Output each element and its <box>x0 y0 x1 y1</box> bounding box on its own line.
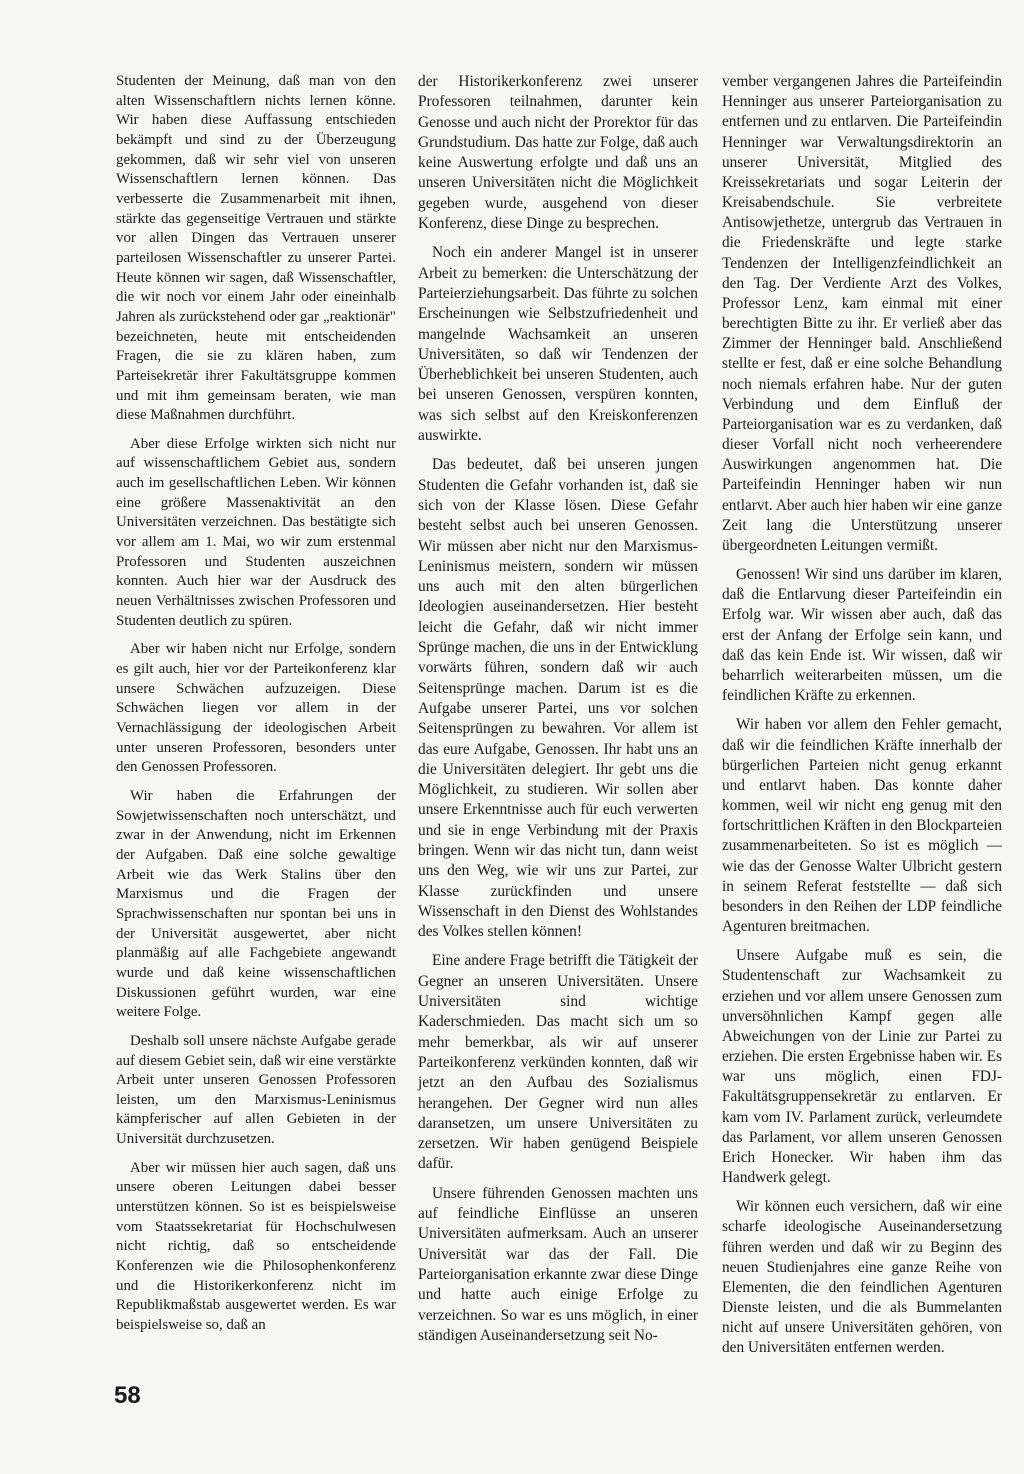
paragraph: Wir können euch versichern, daß wir eine scharfe ideologische Auseinandersetzung führen werden und daß wir zu Beginn des neuen Studienjahres eine ganze Reihe von Elementen, die den feindlichen Agenturen Dienste leisten, und die als Bummelanten nicht auf unsere Universitäten gehören, von den Universitäten entfernen werden. <box>722 1198 1002 1357</box>
paragraph: Wir haben die Erfahrungen der Sowjetwissenschaften noch unterschätzt, und zwar in der Anwendung, nicht im Erkennen der Aufgaben. Daß eine solche gewaltige Arbeit wie das Werk Stalins über den Marxismus und die Fragen der Sprachwissenschaften nur spontan bei uns in der Universität ausgewertet, aber nicht planmäßig auf alle Fachgebiete angewandt wurde und daß keine wissenschaftlichen Diskussionen geführt wurden, war eine weitere Folge. <box>116 787 396 1021</box>
paragraph: Deshalb soll unsere nächste Aufgabe gerade auf diesem Gebiet sein, daß wir eine verstärkte Arbeit unter unseren Genossen Professoren leisten, um den Marxismus-Leninismus kämpferischer auf allen Gebieten in der Universität durchzusetzen. <box>116 1032 396 1148</box>
text-column-3 <box>722 72 1002 1368</box>
paragraph: Aber wir haben nicht nur Erfolge, sondern es gilt auch, hier vor der Parteikonferenz klar unsere Schwächen aufzuzeigen. Diese Schwächen liegen vor allem in der Vernachlässigung der ideologischen Arbeit unter unseren Professoren, besonders unter den Genossen Professoren. <box>116 641 396 776</box>
paragraph: Eine andere Frage betrifft die Tätigkeit der Gegner an unseren Universitäten. Unsere Universitäten sind wichtige Kaderschmieden. Das macht sich um so mehr bemerkbar, als wir auf unserer Parteikonferenz verkünden konnten, daß wir jetzt an den Aufbau des Sozialismus herangehen. Der Gegner wird nun alles daransetzen, um unsere Universitäten zu zersetzen. Wir haben genügend Beispiele dafür. <box>418 952 698 1173</box>
paragraph: Genossen! Wir sind uns darüber im klaren, daß die Entlarvung dieser Parteifeindin ein Erfolg war. Wir wissen aber auch, daß das erst der Anfang der Erfolge sein kann, und daß das kein Ende ist. Wir wissen, daß wir beharrlich weiterarbeiten müssen, um die feindlichen Kräfte zu erkennen. <box>722 566 1002 705</box>
paragraph: Noch ein anderer Mangel ist in unserer Arbeit zu bemerken: die Unterschätzung der Parteierziehungsarbeit. Das führte zu solchen Erscheinungen wie Selbstzufriedenheit und mangelnde Wachsamkeit an unseren Universitäten, so daß wir Tendenzen der Überheblichkeit bei unseren Studenten, auch bei unseren Genossen, verspüren konnten, was sich selbst auf den Kreiskonferenzen auswirkte. <box>418 244 698 445</box>
text-column-2 <box>418 72 698 1355</box>
text-column-1 <box>116 72 396 1345</box>
paragraph: Wir haben vor allem den Fehler gemacht, daß wir die feindlichen Kräfte innerhalb der bürgerlichen Parteien nicht genug erkannt und entlarvt haben. Das konnte daher kommen, weil wir nicht eng genug mit den fortschrittlichen Kräften in den Blockparteien zusammenarbeiteten. So ist es möglich — wie das der Genosse Walter Ulbricht gestern in seinem Referat feststellte — daß sich besonders in den Reihen der LDP feindliche Agenturen breitmachen. <box>722 716 1002 936</box>
paragraph: der Historikerkonferenz zwei unserer Professoren teilnahmen, darunter kein Genosse und auch nicht der Prorektor für das Grundstudium. Das hatte zur Folge, daß auch keine Auswertung erfolgte und daß uns an unseren Universitäten nicht die Möglichkeit gegeben wurde, ausgehend von dieser Konferenz, diese Dinge zu besprechen. <box>418 73 698 233</box>
paragraph: Unsere Aufgabe muß es sein, die Studentenschaft zur Wachsamkeit zu erziehen und vor allem unsere Genossen zum unversöhnlichen Kampf gegen alle Abweichungen von der Linie zur Partei zu erziehen. Die ersten Ergebnisse haben wir. Es war uns möglich, einen FDJ-Fakultätsgruppensekretär zu entlarven. Er kam vom IV. Parlament zurück, verleumdete das Parlament, vor allem unseren Genossen Erich Honecker. Wir haben ihm das Handwerk gelegt. <box>722 947 1002 1187</box>
paragraph: Das bedeutet, daß bei unseren jungen Studenten die Gefahr vorhanden ist, daß sie sich von der Klasse lösen. Diese Gefahr besteht selbst auch bei unseren Genossen. Wir müssen aber nicht nur den Marxismus-Leninismus meistern, sondern wir müssen uns auch mit den alten bürgerlichen Ideologien auseinandersetzen. Hier besteht leicht die Gefahr, daß wir nicht immer Sprünge machen, die uns in der Entwicklung vorwärts führen, sondern daß wir auch Seitensprünge machen. Darum ist es die Aufgabe unserer Partei, uns vor solchen Seitensprüngen zu bewahren. Vor allem ist das eure Aufgabe, Genossen. Ihr habt uns an die Universitäten delegiert. Ihr gebt uns die Möglichkeit, zu studieren. Wir sollen aber unsere Erkenntnisse auch für euch verwerten und sie in enge Verbindung mit der Praxis bringen. Wenn wir das nicht tun, dann weist uns den Weg, wie wir uns zur Partei, zur Klasse zurückfinden und unsere Wissenschaft in den Dienst des Wohlstandes des Volkes stellen können! <box>418 456 698 941</box>
paragraph: Aber wir müssen hier auch sagen, daß uns unsere oberen Leitungen dabei besser unterstützen können. So ist es beispielsweise vom Staatssekretariat für Hochschulwesen nicht richtig, daß so entscheidende Konferenzen wie die Philosophenkonferenz und die Historikerkonferenz nicht im Republikmaßstab ausgewertet werden. Es war beispielsweise so, daß an <box>116 1159 396 1334</box>
page-number: 58 <box>114 1382 141 1409</box>
paragraph: Aber diese Erfolge wirkten sich nicht nur auf wissenschaftlichem Gebiet aus, sondern auch im gesellschaftlichen Leben. Wir können eine größere Massenaktivität an den Universitäten verzeichnen. Das bestätigte sich vor allem am 1. Mai, wo wir zum erstenmal Professoren und Studenten auszeichnen konnten. Auch hier war der Ausdruck des neuen Verhältnisses zwischen Professoren und Studenten deutlich zu spüren. <box>116 435 396 629</box>
paragraph: Unsere führenden Genossen machten uns auf feindliche Einflüsse an unseren Universitäten aufmerksam. Auch an unserer Universität war das der Fall. Die Parteiorganisation erkannte zwar diese Dinge und hatte auch einige Erfolge zu verzeichnen. So war es uns möglich, in einer ständigen Auseinandersetzung seit No- <box>418 1184 698 1344</box>
paragraph: Studenten der Meinung, daß man von den alten Wissenschaftlern nichts lernen könne. Wir haben diese Auffassung entschieden bekämpft und sind zu der Überzeugung gekommen, daß wir sehr viel von unseren Wissenschaftlern lernen können. Das verbesserte die Zusammenarbeit mit ihnen, stärkte das gegenseitige Vertrauen und stärkte vor allen Dingen das Vertrauen unserer parteilosen Wissenschaftler zu unserer Partei. Heute können wir sagen, daß Wissenschaftler, die wir noch vor einem Jahr oder eineinhalb Jahren als zurückstehend oder gar „reaktionär" bezeichneten, heute mit entscheidenden Fragen, die sie zu klären haben, zum Parteisekretär ihrer Fakultätsgruppe kommen und mit ihm gemeinsam beraten, wie man diese Maßnahmen durchführt. <box>116 73 396 424</box>
paragraph: vember vergangenen Jahres die Parteifeindin Henninger aus unserer Parteiorganisation zu entfernen und zu entlarven. Die Parteifeindin Henninger war Verwaltungsdirektorin an unserer Universität, Mitglied des Kreissekretariats und sogar Leiterin der Kreisabendschule. Sie verbreitete Antisowjethetze, untergrub das Vertrauen in die Friedenskräfte und legte starke Tendenzen der Intelligenzfeindlichkeit an den Tag. Der Verdiente Arzt des Volkes, Professor Lenz, kam einmal mit einer berechtigten Bitte zu ihr. Er verließ aber das Zimmer der Henninger bald. Anschließend stellte er fest, daß er eine solche Behandlung noch niemals erfahren habe. Nur der guten Verbindung und dem Einfluß der Parteiorganisation war es zu verdanken, daß dieser Vorfall nicht noch verheerendere Auswirkungen angenommen hat. Die Parteifeindin Henninger haben wir nun entlarvt. Aber auch hier haben wir eine ganze Zeit lang die Unterstützung unserer übergeordneten Leitungen vermißt. <box>722 73 1002 554</box>
